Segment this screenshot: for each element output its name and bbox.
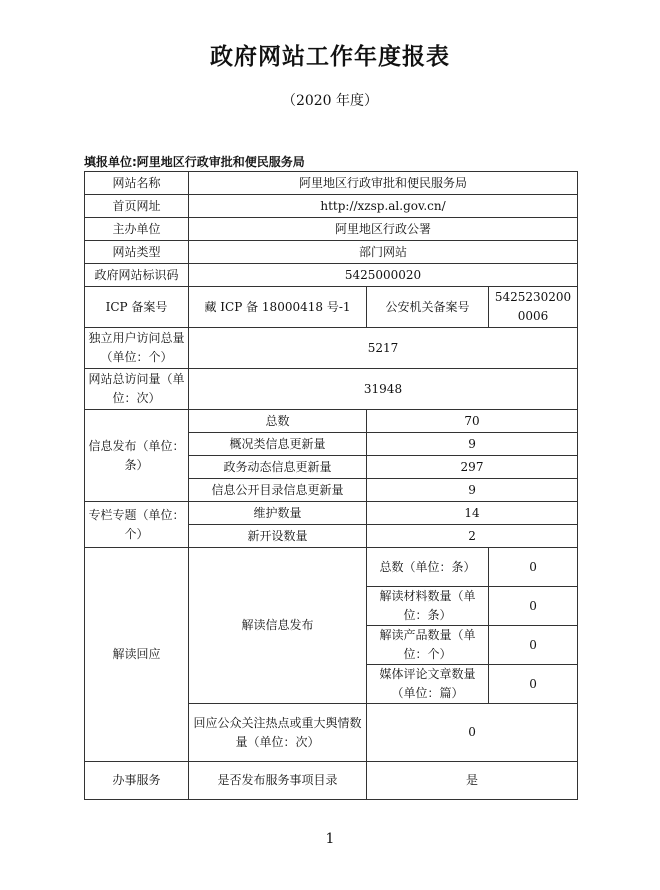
columns-label: 专栏专题（单位：个） bbox=[85, 502, 189, 548]
report-table bbox=[84, 171, 578, 800]
table-row bbox=[85, 410, 578, 433]
interpretation-release-label: 解读信息发布 bbox=[189, 548, 367, 704]
interpretation-total-value: 0 bbox=[489, 548, 578, 587]
site-id-value: 5425000020 bbox=[189, 264, 578, 287]
home-url-value: http://xzsp.al.gov.cn/ bbox=[189, 195, 578, 218]
overview-update-label: 概况类信息更新量 bbox=[189, 433, 367, 456]
site-id-label: 政府网站标识码 bbox=[85, 264, 189, 287]
table-row bbox=[85, 195, 578, 218]
columns-maintained-label: 维护数量 bbox=[189, 502, 367, 525]
page-title: 政府网站工作年度报表 bbox=[210, 44, 450, 70]
police-record-label: 公安机关备案号 bbox=[367, 287, 489, 328]
interpretation-product-label: 解读产品数量（单位：个） bbox=[367, 626, 489, 665]
info-release-label: 信息发布（单位：条） bbox=[85, 410, 189, 502]
service-catalog-value: 是 bbox=[367, 762, 578, 800]
unique-visitors-label: 独立用户访问总量（单位：个） bbox=[85, 328, 189, 369]
total-visits-value: 31948 bbox=[189, 369, 578, 410]
news-update-label: 政务动态信息更新量 bbox=[189, 456, 367, 479]
interpretation-material-value: 0 bbox=[489, 587, 578, 626]
table-row bbox=[85, 369, 578, 410]
disclosure-update-value: 9 bbox=[367, 479, 578, 502]
total-visits-label: 网站总访问量（单位：次） bbox=[85, 369, 189, 410]
table-row bbox=[85, 287, 578, 328]
table-row bbox=[85, 502, 578, 525]
public-response-value: 0 bbox=[367, 704, 578, 762]
table-row bbox=[85, 218, 578, 241]
media-review-value: 0 bbox=[489, 665, 578, 704]
home-url-label: 首页网址 bbox=[85, 195, 189, 218]
sponsor-label: 主办单位 bbox=[85, 218, 189, 241]
table-row bbox=[85, 762, 578, 800]
disclosure-update-label: 信息公开目录信息更新量 bbox=[189, 479, 367, 502]
site-name-label: 网站名称 bbox=[85, 172, 189, 195]
sponsor-value: 阿里地区行政公署 bbox=[189, 218, 578, 241]
columns-maintained-value: 14 bbox=[367, 502, 578, 525]
overview-update-value: 9 bbox=[367, 433, 578, 456]
table-row bbox=[85, 241, 578, 264]
interpretation-label: 解读回应 bbox=[85, 548, 189, 762]
info-total-value: 70 bbox=[367, 410, 578, 433]
icp-label: ICP 备案号 bbox=[85, 287, 189, 328]
media-review-label: 媒体评论文章数量（单位：篇） bbox=[367, 665, 489, 704]
columns-new-label: 新开设数量 bbox=[189, 525, 367, 548]
site-name-value: 阿里地区行政审批和便民服务局 bbox=[189, 172, 578, 195]
site-type-value: 部门网站 bbox=[189, 241, 578, 264]
icp-value: 藏 ICP 备 18000418 号-1 bbox=[189, 287, 367, 328]
news-update-value: 297 bbox=[367, 456, 578, 479]
table-row bbox=[85, 328, 578, 369]
services-label: 办事服务 bbox=[85, 762, 189, 800]
service-catalog-label: 是否发布服务事项目录 bbox=[189, 762, 367, 800]
interpretation-product-value: 0 bbox=[489, 626, 578, 665]
site-type-label: 网站类型 bbox=[85, 241, 189, 264]
police-record-value: 54252302000006 bbox=[489, 287, 578, 328]
reporting-unit: 填报单位:阿里地区行政审批和便民服务局 bbox=[84, 155, 305, 169]
public-response-label: 回应公众关注热点或重大舆情数量（单位：次） bbox=[189, 704, 367, 762]
interpretation-total-label: 总数（单位：条） bbox=[367, 548, 489, 587]
table-row bbox=[85, 172, 578, 195]
page-number: 1 bbox=[325, 831, 335, 847]
table-row bbox=[85, 264, 578, 287]
unique-visitors-value: 5217 bbox=[189, 328, 578, 369]
columns-new-value: 2 bbox=[367, 525, 578, 548]
page-subtitle: （2020 年度） bbox=[281, 93, 379, 109]
interpretation-material-label: 解读材料数量（单位：条） bbox=[367, 587, 489, 626]
table-row bbox=[85, 548, 578, 587]
info-total-label: 总数 bbox=[189, 410, 367, 433]
